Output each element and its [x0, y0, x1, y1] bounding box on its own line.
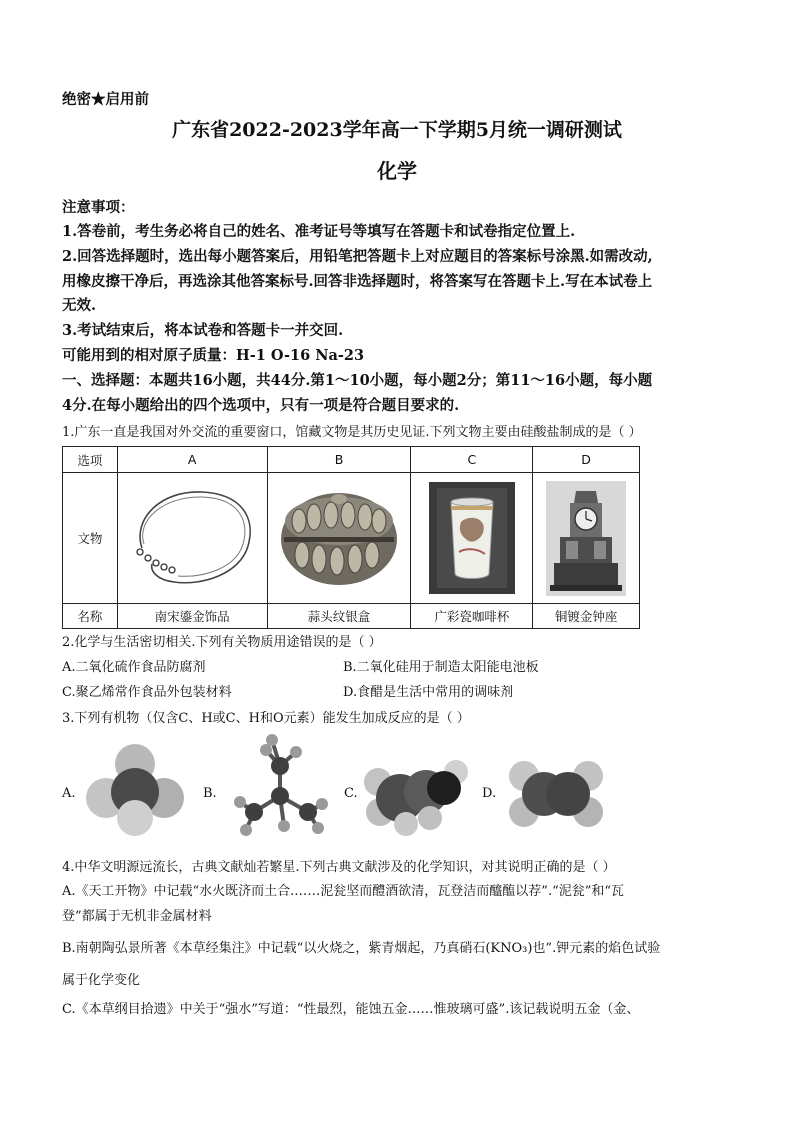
notice-item-1: 1.答卷前，考生务必将自己的姓名、准考证号等填写在答题卡和试卷指定位置上.: [62, 223, 576, 240]
q3-label-d: D.: [482, 786, 497, 801]
secret-label: 绝密★启用前: [62, 91, 149, 108]
q2-option-a: A.二氧化硫作食品防腐剂: [62, 660, 206, 675]
q3-label-b: B.: [203, 786, 217, 801]
col-letter-c: C: [411, 447, 533, 473]
artifact-name-c: 广彩瓷咖啡杯: [411, 604, 533, 629]
section-1-line-1: 一、选择题：本题共16小题，共44分.第1～10小题，每小题2分；第11～16小题，每小题: [62, 372, 653, 389]
col-letter-b: B: [267, 447, 411, 473]
row-label-artifact: 文物: [63, 473, 118, 604]
q4-option-a-line-1: A.《天工开物》中记载“水火既济而土合.……泥瓮坚而醴酒欲清，瓦登洁而醯醢以荐”.“泥瓮”和“瓦: [62, 884, 625, 899]
row-label-name: 名称: [63, 604, 118, 629]
q2-option-d: D.食醋是生活中常用的调味剂: [343, 685, 514, 700]
q4-option-b-line-1: B.南朝陶弘景所著《本草经集注》中记载“以火烧之，紫青烟起，乃真硝石(KNO₃)也”.钾元素的焰色试验: [62, 941, 661, 956]
col-letter-a: A: [117, 447, 267, 473]
q4-option-b-line-2: 属于化学变化: [62, 973, 141, 988]
col-letter-d: D: [533, 447, 640, 473]
notice-item-2: 2.回答选择题时，选出每小题答案后，用铅笔把答题卡上对应题目的答案标号涂黑.如需改动,: [62, 248, 653, 265]
q2-option-c: C.聚乙烯常作食品外包装材料: [62, 685, 232, 700]
artifact-name-a: 南宋鎏金饰品: [117, 604, 267, 629]
ethylene-model: [506, 754, 606, 834]
atomic-mass: 可能用到的相对原子质量：H-1 O-16 Na-23: [62, 347, 365, 364]
q2-option-b: B.二氧化硅用于制造太阳能电池板: [343, 660, 539, 675]
gold-necklace-image: [118, 473, 267, 603]
notice-item-2-cont: 用橡皮擦干净后，再选涂其他答案标号.回答非选择题时，将答案写在答题卡上.写在本试卷上: [62, 273, 653, 290]
notice-item-3: 3.考试结束后，将本试卷和答题卡一并交回.: [62, 322, 344, 339]
q4-option-a-line-2: 登”都属于无机非金属材料: [62, 909, 212, 924]
section-1-line-2: 4分.在每小题给出的四个选项中，只有一项是符合题目要求的.: [62, 397, 460, 414]
silver-box-image: [268, 473, 411, 603]
notice-item-2-end: 无效.: [62, 297, 97, 314]
exam-title: 广东省2022-2023学年高一下学期5月统一调研测试: [172, 119, 622, 141]
artifact-name-d: 铜镀金钟座: [533, 604, 640, 629]
q3-label-a: A.: [62, 786, 76, 801]
row-label-option: 选项: [63, 447, 118, 473]
q4-option-c-line-1: C.《本草纲目拾遗》中关于“强水”写道：“性最烈，能蚀五金……惟玻璃可盛”.该记载说明五金（金、: [62, 1002, 640, 1017]
clock-base-image: [533, 473, 639, 603]
q1-artifact-table: [62, 446, 640, 629]
q3-label-c: C.: [344, 786, 358, 801]
notice-heading: 注意事项：: [62, 199, 135, 216]
methane-model: [80, 742, 190, 837]
space-filling-model: [360, 752, 480, 837]
artifact-name-b: 蒜头纹银盒: [267, 604, 411, 629]
q2-stem: 2.化学与生活密切相关.下列有关物质用途错误的是（ ）: [62, 635, 382, 650]
q1-stem: 1.广东一直是我国对外交流的重要窗口，馆藏文物是其历史见证.下列文物主要由硅酸盐制成的是（ ）: [62, 425, 642, 440]
ball-stick-model: [222, 730, 337, 845]
q4-stem: 4.中华文明源远流长，古典文献灿若繁星.下列古典文献涉及的化学知识，对其说明正确的是（ ）: [62, 860, 616, 875]
subject-title: 化学: [377, 159, 417, 183]
porcelain-cup-image: [411, 473, 532, 603]
q3-stem: 3.下列有机物（仅含C、H或C、H和O元素）能发生加成反应的是（ ）: [62, 711, 470, 726]
